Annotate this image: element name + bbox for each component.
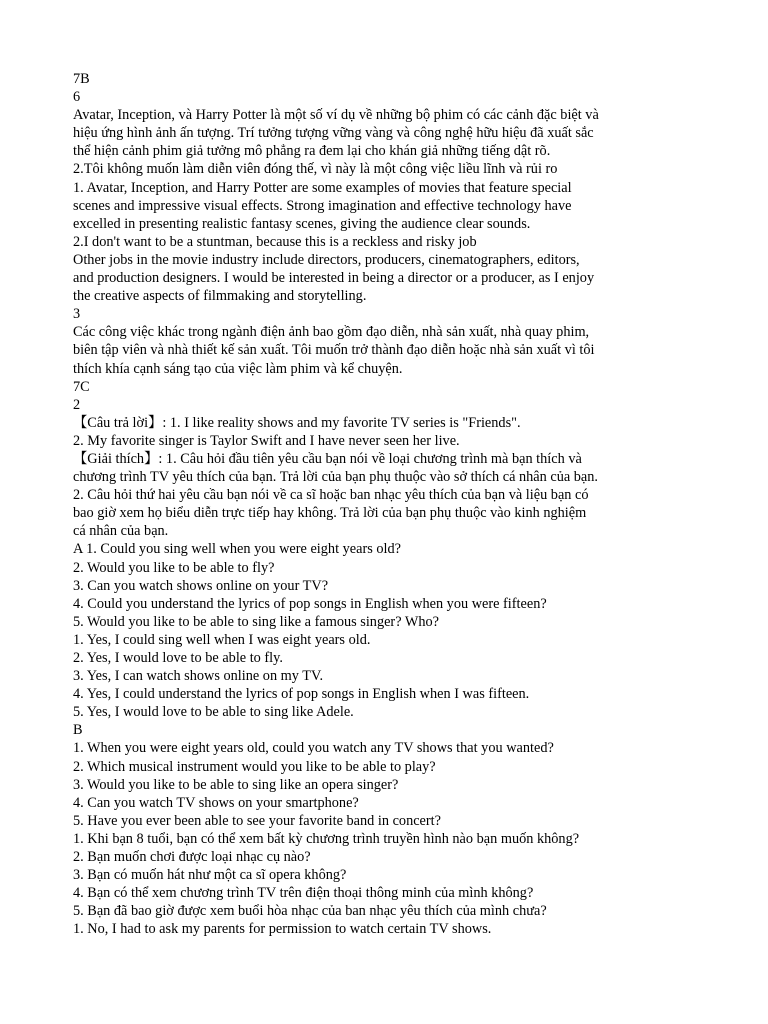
- text-line: 3. Can you watch shows online on your TV?: [73, 577, 329, 594]
- text-line: 【Câu trả lời】: 1. I like reality shows and my favorite TV series is "Friends".: [73, 414, 521, 431]
- text-line: 2. Would you like to be able to fly?: [73, 559, 275, 576]
- text-line: 2. Yes, I would love to be able to fly.: [73, 650, 283, 666]
- text-line: 5. Would you like to be able to sing like a famous singer? Who?: [73, 613, 439, 630]
- text-line: the creative aspects of filmmaking and storytelling.: [73, 288, 367, 305]
- text-line: A 1. Could you sing well when you were eight years old?: [73, 541, 401, 558]
- exercise-number: 2: [73, 396, 81, 413]
- text-line: cá nhân của bạn.: [73, 523, 169, 540]
- text-line: 2. My favorite singer is Taylor Swift and I have never seen her live.: [73, 432, 460, 449]
- text-line: chương trình TV yêu thích của bạn. Trả lời của bạn phụ thuộc vào sở thích cá nhân của bạn.: [73, 469, 599, 486]
- text-line: 1. When you were eight years old, could you watch any TV shows that you wanted?: [73, 740, 554, 757]
- text-line: biên tập viên và nhà thiết kế sản xuất. Tôi muốn trở thành đạo diễn hoặc nhà sản xuất vì tôi: [73, 342, 595, 359]
- text-line: 4. Yes, I could understand the lyrics of pop songs in English when I was fifteen.: [73, 686, 530, 703]
- text-line: Các công việc khác trong ngành điện ảnh bao gồm đạo diễn, nhà sản xuất, nhà quay phim,: [73, 324, 590, 341]
- text-line: 4. Bạn có thể xem chương trình TV trên điện thoại thông minh của mình không?: [73, 885, 534, 902]
- text-line: 1. No, I had to ask my parents for permission to watch certain TV shows.: [73, 921, 492, 938]
- text-line: 3. Yes, I can watch shows online on my TV.: [73, 668, 324, 685]
- section-label-b: B: [73, 722, 83, 739]
- text-line: 5. Yes, I would love to be able to sing like Adele.: [73, 704, 354, 721]
- text-line: scenes and impressive visual effects. Strong imagination and effective technology have: [73, 197, 572, 214]
- exercise-number: 6: [73, 89, 81, 106]
- text-line: 5. Bạn đã bao giờ được xem buổi hòa nhạc của ban nhạc yêu thích của mình chưa?: [73, 903, 547, 920]
- exercise-number: 3: [73, 306, 81, 323]
- text-line: 2.I don't want to be a stuntman, because this is a reckless and risky job: [73, 233, 477, 250]
- text-line: 2. Which musical instrument would you like to be able to play?: [73, 758, 436, 775]
- text-line: bao giờ xem họ biểu diễn trực tiếp hay không. Trả lời của bạn phụ thuộc vào kinh nghiệm: [73, 505, 587, 522]
- text-line: Avatar, Inception, và Harry Potter là một số ví dụ về những bộ phim có các cảnh đặc biệt và: [73, 107, 599, 124]
- text-line: 2. Câu hỏi thứ hai yêu cầu bạn nói về ca sĩ hoặc ban nhạc yêu thích của bạn và liệu bạn có: [73, 487, 589, 504]
- text-line: 1. Yes, I could sing well when I was eight years old.: [73, 631, 371, 648]
- text-line: 1. Avatar, Inception, and Harry Potter are some examples of movies that feature special: [73, 179, 572, 196]
- text-line: 5. Have you ever been able to see your favorite band in concert?: [73, 812, 441, 829]
- section-heading-7b: 7B: [73, 71, 90, 87]
- document-page: [73, 70, 703, 939]
- text-line: 【Giải thích】: 1. Câu hỏi đầu tiên yêu cầu bạn nói về loại chương trình mà bạn thích và: [73, 450, 582, 467]
- text-line: 4. Can you watch TV shows on your smartphone?: [73, 794, 359, 811]
- text-line: 3. Bạn có muốn hát như một ca sĩ opera không?: [73, 867, 347, 884]
- text-line: Other jobs in the movie industry include directors, producers, cinematographers, editors,: [73, 251, 580, 268]
- section-heading-7c: 7C: [73, 378, 90, 395]
- text-line: and production designers. I would be interested in being a director or a producer, as I enjoy: [73, 270, 595, 287]
- text-line: 2.Tôi không muốn làm diễn viên đóng thế, vì này là một công việc liều lĩnh và rủi ro: [73, 161, 558, 178]
- text-line: hiệu ứng hình ảnh ấn tượng. Trí tưởng tượng vững vàng và công nghệ hữu hiệu đã xuất sắc: [73, 125, 594, 142]
- text-line: thể hiện cảnh phim giả tưởng mô phẳng ra đem lại cho khán giả những tiếng dật rõ.: [73, 143, 551, 160]
- text-line: 3. Would you like to be able to sing like an opera singer?: [73, 776, 399, 793]
- text-line: 2. Bạn muốn chơi được loại nhạc cụ nào?: [73, 849, 311, 866]
- text-line: thích khía cạnh sáng tạo của việc làm phim và kể chuyện.: [73, 360, 403, 377]
- text-line: 1. Khi bạn 8 tuổi, bạn có thể xem bất kỳ chương trình truyền hình nào bạn muốn không?: [73, 830, 580, 847]
- text-line: 4. Could you understand the lyrics of pop songs in English when you were fifteen?: [73, 595, 547, 612]
- text-line: excelled in presenting realistic fantasy scenes, giving the audience clear sounds.: [73, 215, 531, 232]
